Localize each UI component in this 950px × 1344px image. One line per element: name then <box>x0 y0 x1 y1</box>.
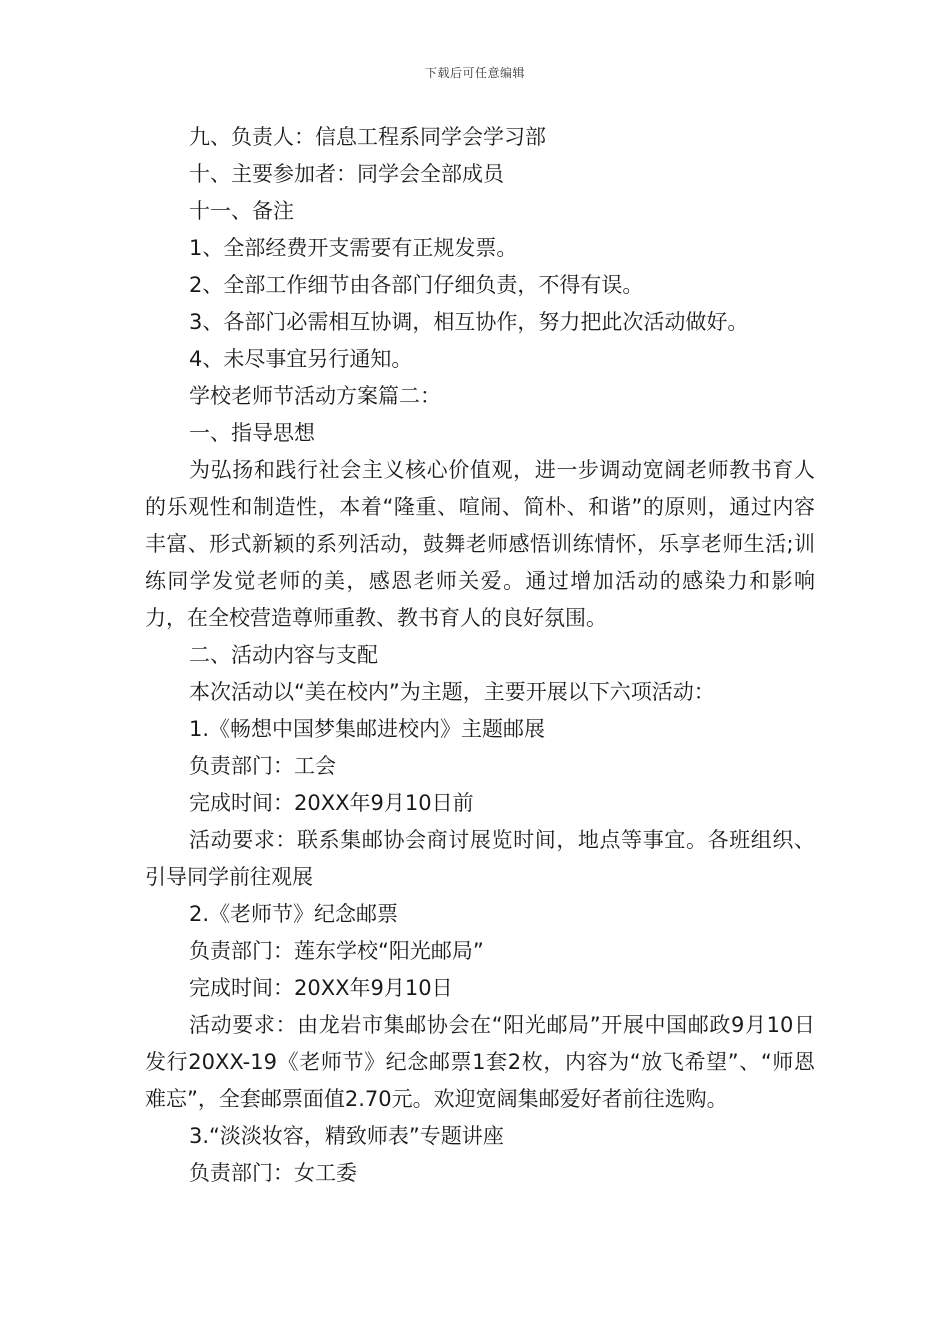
activity-2-requirement: 活动要求：由龙岩市集邮协会在“阳光邮局”开展中国邮政9月10日发行20XX-19《老师节》纪念邮票1套2枚，内容为“放飞希望”、“师恩难忘”，全套邮票面值2.70元。欢迎宽阔集邮爱好者前往选购。 <box>145 1013 815 1111</box>
activity-2-time: 完成时间：20XX年9月10日 <box>189 976 453 1000</box>
activity-1-dept: 负责部门：工会 <box>189 754 336 778</box>
activity-1-title: 1.《畅想中国梦集邮进校内》主题邮展 <box>189 717 546 741</box>
section-2-intro: 本次活动以“美在校内”为主题，主要开展以下六项活动： <box>189 680 715 704</box>
section-2-heading: 二、活动内容与支配 <box>189 643 378 667</box>
guiding-ideology-paragraph: 为弘扬和践行社会主义核心价值观，进一步调动宽阔老师教书育人的乐观性和制造性，本着“隆重、喧闹、简朴、和谐”的原则，通过内容丰富、形式新颖的系列活动，鼓舞老师感悟训练情怀，乐享老师生活;训练同学发觉老师的美，感恩老师关爱。通过增加活动的感染力和影响力，在全校营造尊师重教、教书育人的良好氛围。 <box>145 458 815 630</box>
activity-3-dept: 负责部门：女工委 <box>189 1161 357 1185</box>
remark-2: 2、全部工作细节由各部门仔细负责，不得有误。 <box>189 273 644 297</box>
document-body <box>145 119 815 1192</box>
activity-2-dept: 负责部门：莲东学校“阳光邮局” <box>189 939 484 963</box>
section-1-heading: 一、指导思想 <box>189 421 315 445</box>
plan-2-title: 学校老师节活动方案篇二： <box>189 384 441 408</box>
activity-3-title: 3.“淡淡妆容，精致师表”专题讲座 <box>189 1124 504 1148</box>
activity-2-title: 2.《老师节》纪念邮票 <box>189 902 399 926</box>
remark-4: 4、未尽事宜另行通知。 <box>189 347 413 371</box>
item-participants: 十、主要参加者：同学会全部成员 <box>189 162 504 186</box>
page-header-note: 下载后可任意编辑 <box>424 66 525 80</box>
activity-1-requirement: 活动要求：联系集邮协会商讨展览时间，地点等事宜。各班组织、引导同学前往观展 <box>145 828 815 889</box>
remark-1: 1、全部经费开支需要有正规发票。 <box>189 236 518 260</box>
item-responsible: 九、负责人：信息工程系同学会学习部 <box>189 125 546 149</box>
remark-3: 3、各部门必需相互协调，相互协作，努力把此次活动做好。 <box>189 310 749 334</box>
item-remarks-heading: 十一、备注 <box>189 199 294 223</box>
activity-1-time: 完成时间：20XX年9月10日前 <box>189 791 474 815</box>
